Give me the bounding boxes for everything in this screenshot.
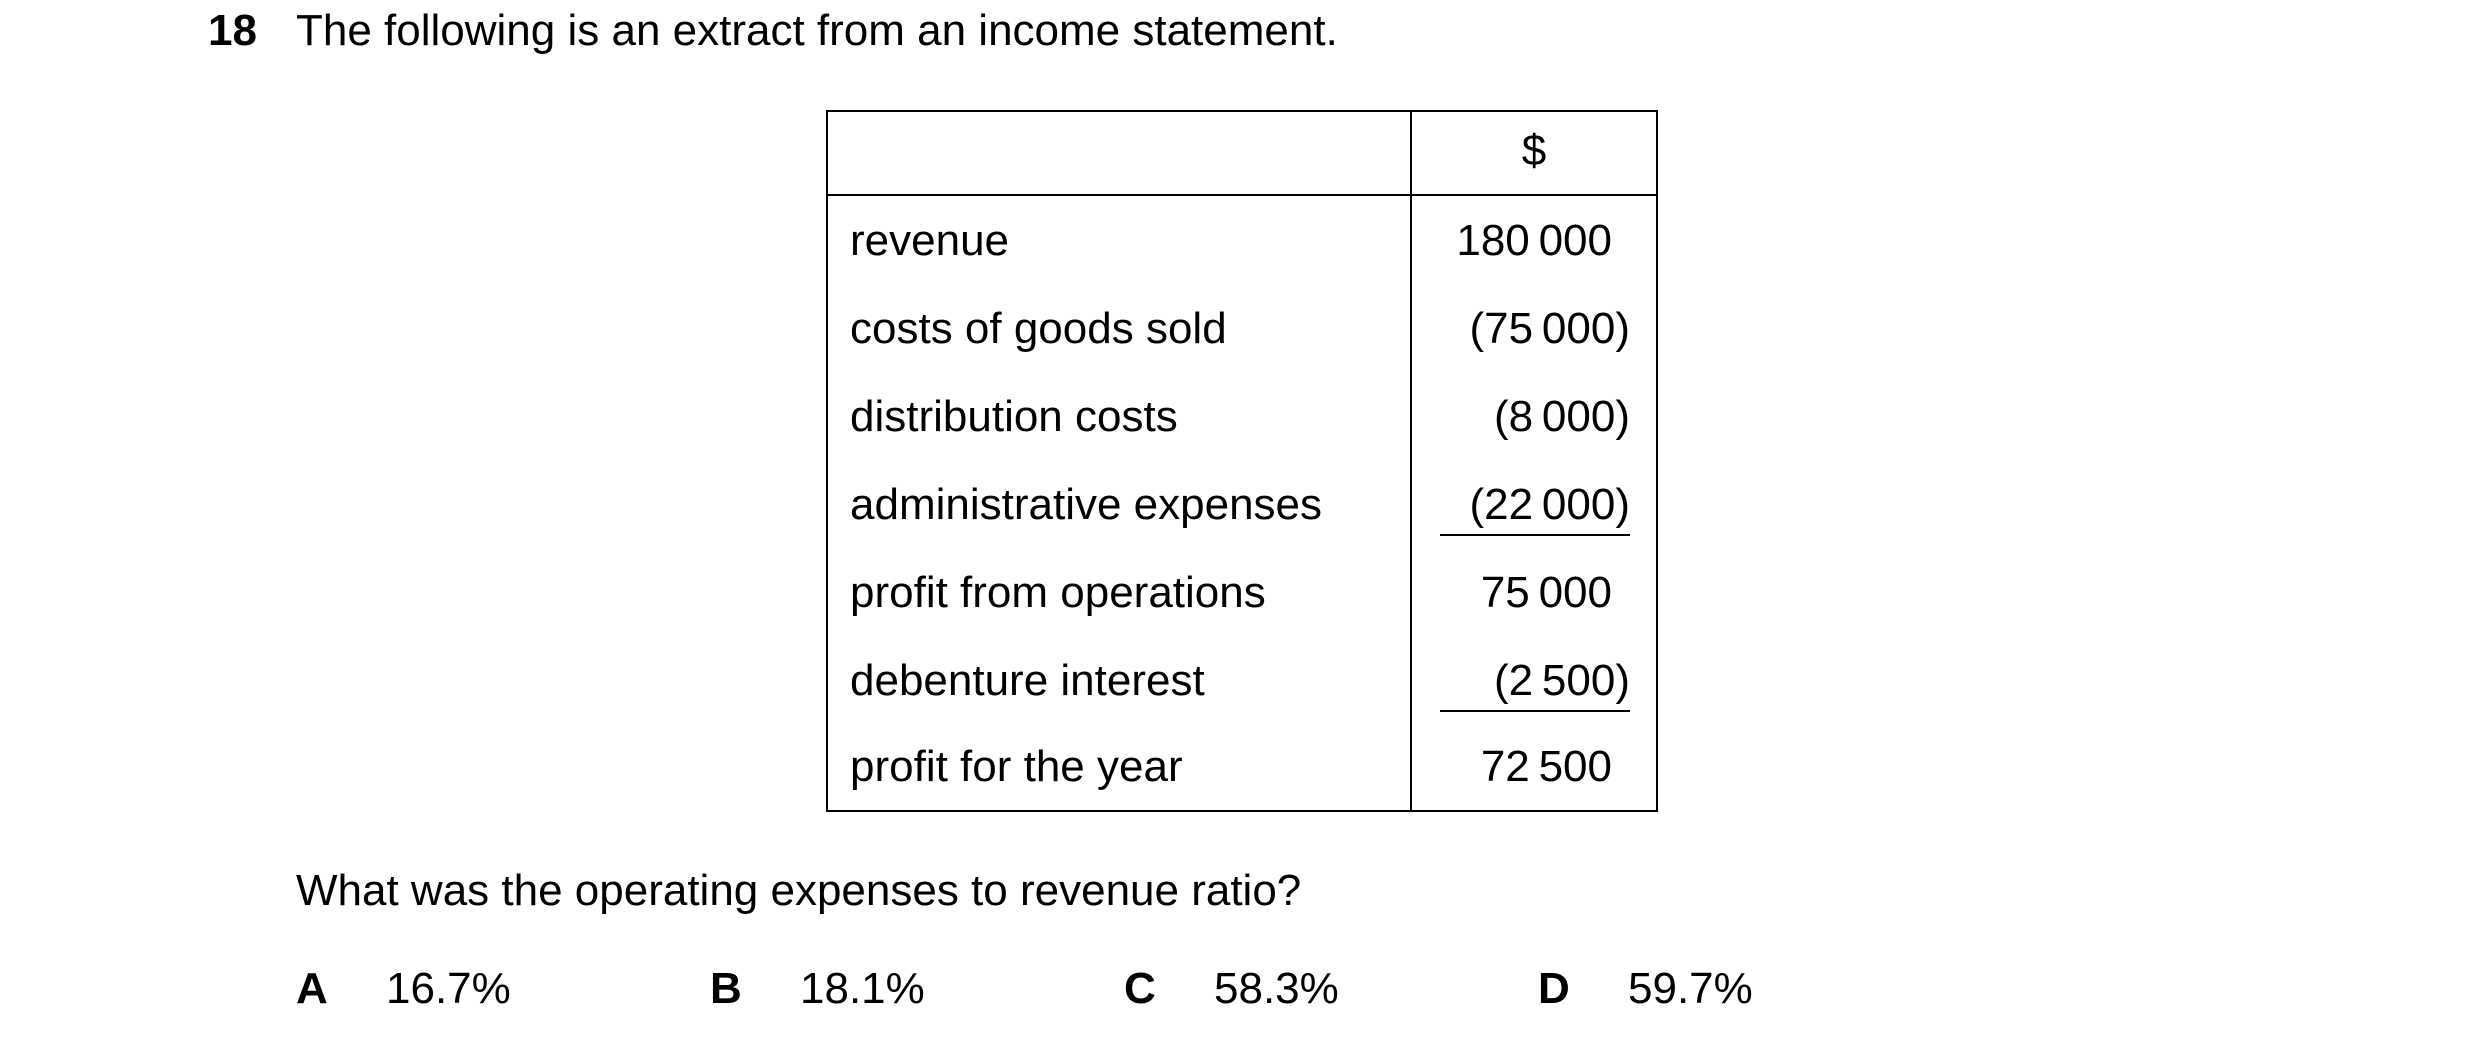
item-label: distribution costs (850, 392, 1178, 441)
item-label: costs of goods sold (850, 304, 1227, 353)
item-amount: (8 000) (1494, 392, 1630, 441)
item-amount: (22 000) (1469, 480, 1630, 529)
answer-option-c[interactable] (1124, 964, 1339, 1014)
item-label: profit for the year (850, 742, 1183, 791)
item-label: revenue (850, 216, 1010, 265)
table-row (828, 198, 1656, 286)
item-label: administrative expenses (850, 480, 1323, 529)
table-row (828, 462, 1656, 550)
question-prompt: What was the operating expenses to revenue ratio? (296, 866, 1302, 915)
answer-option-a[interactable] (296, 964, 511, 1014)
option-letter: A (296, 964, 328, 1013)
item-label: profit from operations (850, 568, 1266, 617)
option-letter: C (1124, 964, 1156, 1013)
item-label: debenture interest (850, 656, 1205, 705)
item-amount: 75 000 (1480, 568, 1612, 617)
answer-option-d[interactable] (1538, 964, 1753, 1014)
question-number: 18 (208, 6, 257, 55)
subtotal-rule (1440, 710, 1630, 712)
option-letter: D (1538, 964, 1570, 1013)
question-stem: The following is an extract from an income statement. (296, 6, 1338, 55)
answer-option-b[interactable] (710, 964, 925, 1014)
item-amount: (75 000) (1469, 304, 1630, 353)
subtotal-rule (1440, 534, 1630, 536)
option-letter: B (710, 964, 742, 1013)
option-value: 59.7% (1628, 964, 1753, 1013)
table-row (828, 374, 1656, 462)
item-amount: 180 000 (1456, 216, 1612, 265)
income-statement-table (826, 110, 1658, 812)
item-amount: 72 500 (1480, 742, 1612, 791)
option-value: 58.3% (1214, 964, 1339, 1013)
table-row (828, 286, 1656, 374)
option-value: 18.1% (800, 964, 925, 1013)
table-header-row (828, 112, 1656, 196)
option-value: 16.7% (386, 964, 511, 1013)
table-row (828, 550, 1656, 638)
table-row (828, 638, 1656, 726)
item-amount: (2 500) (1494, 656, 1630, 705)
currency-header: $ (1521, 126, 1547, 175)
table-row (828, 724, 1656, 812)
